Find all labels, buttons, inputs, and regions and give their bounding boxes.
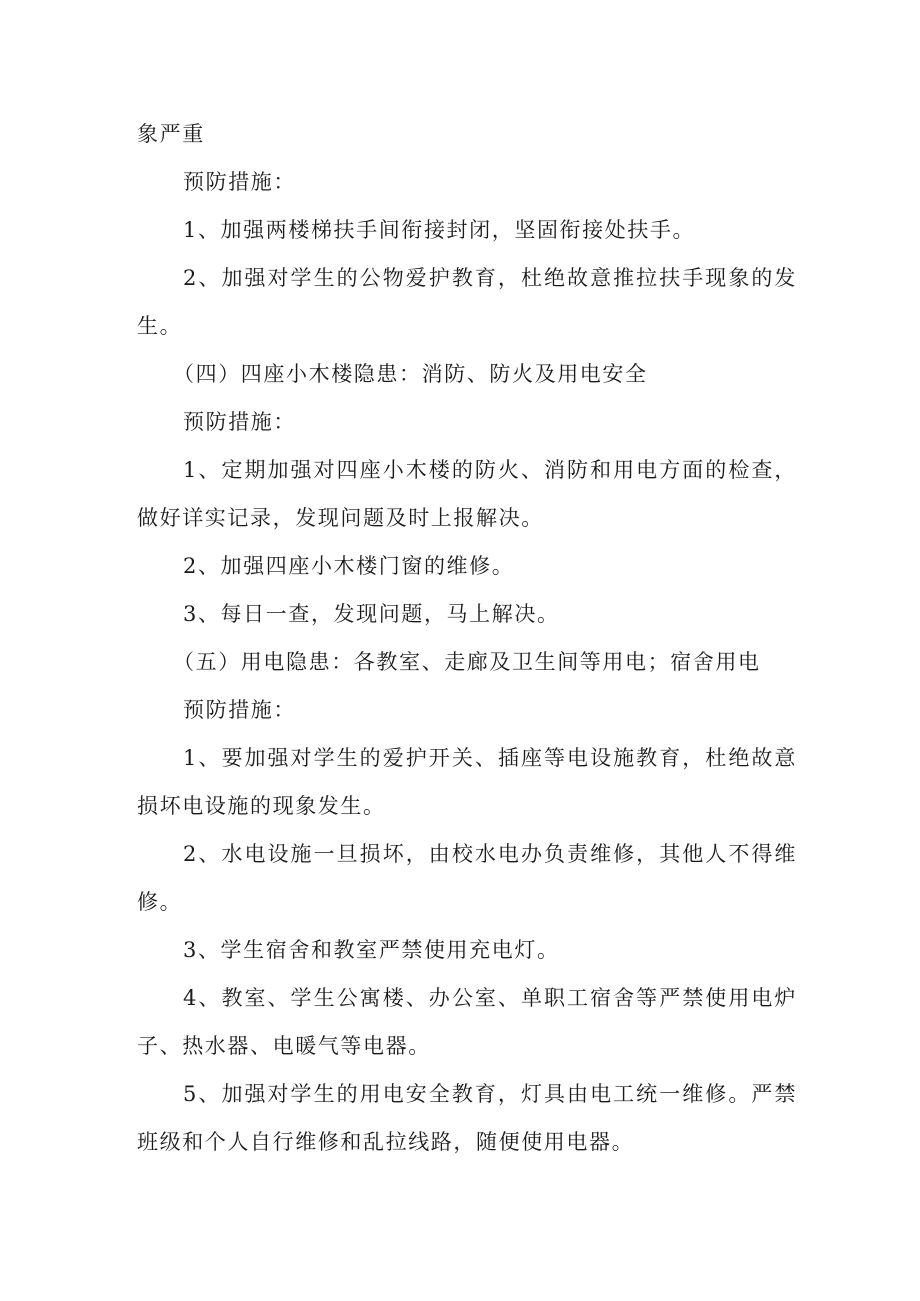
- paragraph-preventive-measures-label: 预防措施：: [183, 170, 296, 194]
- document-body: [137, 110, 797, 1166]
- paragraph-item: 2、加强对学生的公物爱护教育，杜绝故意推拉扶手现象的发生。: [137, 266, 797, 338]
- paragraph-item: 1、加强两楼梯扶手间衔接封闭，坚固衔接处扶手。: [183, 218, 696, 242]
- paragraph-preventive-measures-label: 预防措施：: [183, 410, 296, 434]
- section-heading-wooden-buildings: （四）四座小木楼隐患：消防、防火及用电安全: [173, 362, 648, 386]
- paragraph-item: 3、每日一查，发现问题，马上解决。: [183, 602, 560, 626]
- paragraph-item: 1、要加强对学生的爱护开关、插座等电设施教育，杜绝故意损坏电设施的现象发生。: [137, 746, 797, 818]
- paragraph-item: 1、定期加强对四座小木楼的防火、消防和用电方面的检查，做好详实记录，发现问题及时上报解决。: [137, 458, 797, 530]
- paragraph-item: 2、水电设施一旦损坏，由校水电办负责维修，其他人不得维修。: [137, 842, 797, 914]
- paragraph-continuation: 象严重: [137, 122, 205, 146]
- paragraph-item: 5、加强对学生的用电安全教育，灯具由电工统一维修。严禁班级和个人自行维修和乱拉线路，随便使用电器。: [137, 1082, 797, 1154]
- paragraph-preventive-measures-label: 预防措施：: [183, 698, 296, 722]
- paragraph-item: 2、加强四座小木楼门窗的维修。: [183, 554, 515, 578]
- paragraph-item: 3、学生宿舍和教室严禁使用充电灯。: [183, 938, 560, 962]
- section-heading-electricity: （五）用电隐患：各教室、走廊及卫生间等用电；宿舍用电: [173, 650, 761, 674]
- paragraph-item: 4、教室、学生公寓楼、办公室、单职工宿舍等严禁使用电炉子、热水器、电暖气等电器。: [137, 986, 797, 1058]
